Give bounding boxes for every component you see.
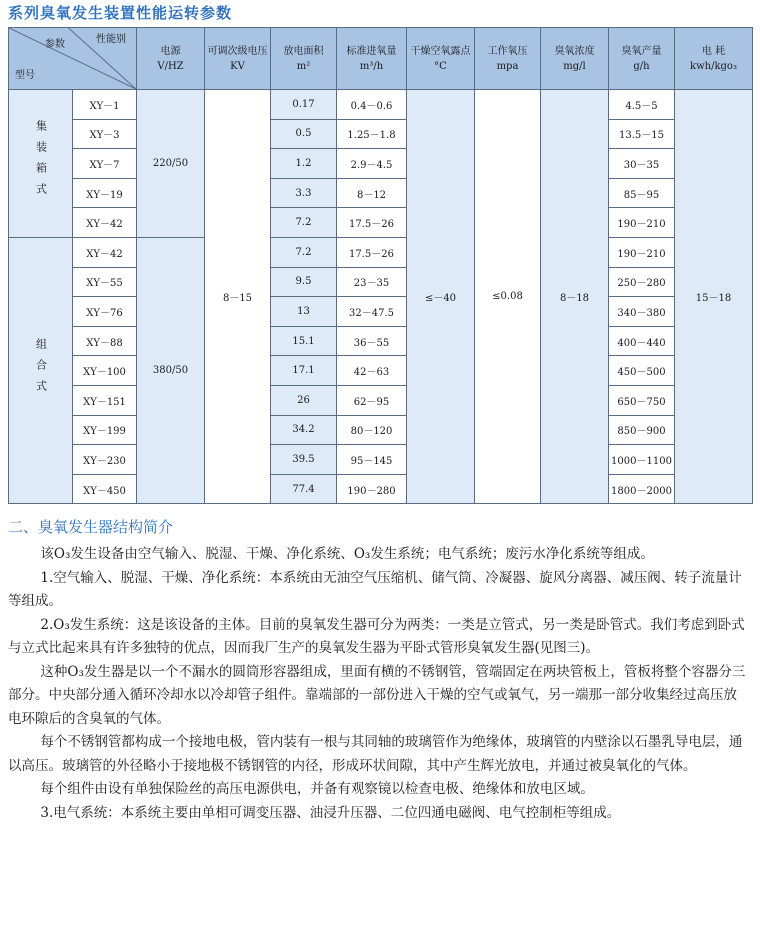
area-cell: 0.5 [271, 119, 337, 149]
corner-header-cell [9, 28, 137, 90]
table-row [9, 297, 753, 327]
oxygen-cell: 36－55 [337, 326, 407, 356]
spec-table [8, 27, 753, 504]
area-cell: 7.2 [271, 208, 337, 238]
header-energy: 电 耗 kwh/kgo₃ [675, 28, 753, 90]
group-cell-container: 集装箱式 [9, 90, 73, 238]
model-cell: XY－19 [73, 178, 137, 208]
area-cell: 1.2 [271, 149, 337, 179]
pressure-cell: ≤0.08 [475, 90, 541, 504]
output-cell: 850－900 [609, 415, 675, 445]
table-row [9, 119, 753, 149]
table-row [9, 267, 753, 297]
corner-label-performance: 性能别 [96, 34, 126, 45]
header-dew-point: 干燥空氧露点 °C [407, 28, 475, 90]
header-output: 臭氧产量 g/h [609, 28, 675, 90]
power-cell: 220/50 [137, 90, 205, 238]
oxygen-cell: 23－35 [337, 267, 407, 297]
corner-label-model: 型号 [15, 70, 35, 81]
header-concentration: 臭氧浓度 mg/l [541, 28, 609, 90]
paragraph: 这种O₃发生器是以一个不漏水的圆筒形容器组成，里面有横的不锈钢管，管端固定在两块管板上，管板将整个容器分三部分。中央部分通入循环冷却水以冷却管子组件。靠端部的一部份进入干燥的空气或氧气，另一端那一部分收集经过高压放电环隙后的含臭氧的气体。 [8, 663, 746, 727]
oxygen-cell: 17.5－26 [337, 208, 407, 238]
output-cell: 85－95 [609, 178, 675, 208]
model-cell: XY－88 [73, 326, 137, 356]
energy-cell: 15－18 [675, 90, 753, 504]
table-header-row [9, 28, 753, 90]
paragraph: 每个组件由设有单独保险丝的高压电源供电，并备有观察镜以检查电极、绝缘体和放电区域。 [40, 781, 594, 797]
corner-label-params: 参数 [45, 39, 65, 50]
table-row [9, 208, 753, 238]
table-row [9, 474, 753, 504]
output-cell: 650－750 [609, 385, 675, 415]
model-cell: XY－151 [73, 385, 137, 415]
group-cell-combined: 组合式 [9, 237, 73, 503]
oxygen-cell: 1.25－1.8 [337, 119, 407, 149]
output-cell: 1000－1100 [609, 445, 675, 475]
output-cell: 13.5－15 [609, 119, 675, 149]
output-cell: 190－210 [609, 237, 675, 267]
output-cell: 400－440 [609, 326, 675, 356]
page-title: 系列臭氧发生装置性能运转参数 [8, 4, 233, 22]
table-row [9, 326, 753, 356]
output-cell: 340－380 [609, 297, 675, 327]
model-cell: XY－1 [73, 90, 137, 120]
model-cell: XY－42 [73, 208, 137, 238]
header-power: 电源 V/HZ [137, 28, 205, 90]
area-cell: 3.3 [271, 178, 337, 208]
oxygen-cell: 62－95 [337, 385, 407, 415]
header-pressure: 工作氧压 mpa [475, 28, 541, 90]
output-cell: 190－210 [609, 208, 675, 238]
model-cell: XY－76 [73, 297, 137, 327]
model-cell: XY－100 [73, 356, 137, 386]
table-row [9, 237, 753, 267]
model-cell: XY－7 [73, 149, 137, 179]
output-cell: 250－280 [609, 267, 675, 297]
header-oxygen: 标准进氧量 m³/h [337, 28, 407, 90]
paragraph: 每个不锈钢管都构成一个接地电极，管内装有一根与其同轴的玻璃管作为绝缘体，玻璃管的内壁涂以石墨乳导电层，通以高压。玻璃管的外径略小于接地极不锈钢管的内径，形成环状间隙，其中产生辉光放电，并通过被臭氧化的气体。 [8, 734, 743, 774]
concentration-cell: 8－18 [541, 90, 609, 504]
area-cell: 77.4 [271, 474, 337, 504]
voltage-cell: 8－15 [205, 90, 271, 504]
section-heading: 二、臭氧发生器结构简介 [8, 518, 174, 536]
power-cell: 380/50 [137, 237, 205, 503]
table-row [9, 356, 753, 386]
model-cell: XY－55 [73, 267, 137, 297]
model-cell: XY－230 [73, 445, 137, 475]
oxygen-cell: 190－280 [337, 474, 407, 504]
area-cell: 26 [271, 385, 337, 415]
model-cell: XY－42 [73, 237, 137, 267]
table-row [9, 385, 753, 415]
table-row [9, 178, 753, 208]
model-cell: XY－450 [73, 474, 137, 504]
model-cell: XY－199 [73, 415, 137, 445]
area-cell: 17.1 [271, 356, 337, 386]
table-row [9, 445, 753, 475]
oxygen-cell: 80－120 [337, 415, 407, 445]
area-cell: 0.17 [271, 90, 337, 120]
oxygen-cell: 17.5－26 [337, 237, 407, 267]
area-cell: 34.2 [271, 415, 337, 445]
area-cell: 39.5 [271, 445, 337, 475]
area-cell: 15.1 [271, 326, 337, 356]
table-row [9, 415, 753, 445]
paragraph: 1.空气输入、脱湿、干燥、净化系统：本系统由无油空气压缩机、储气筒、冷凝器、旋风分离器、减压阀、转子流量计等组成。 [8, 569, 742, 609]
section-body [8, 543, 750, 825]
paragraph: 3.电气系统：本系统主要由单相可调变压器、油浸升压器、二位四通电磁阀、电气控制柜等组成。 [40, 804, 621, 821]
header-voltage: 可调次级电压 KV [205, 28, 271, 90]
output-cell: 1800－2000 [609, 474, 675, 504]
area-cell: 7.2 [271, 237, 337, 267]
dew-point-cell: ≤－40 [407, 90, 475, 504]
area-cell: 9.5 [271, 267, 337, 297]
table-row [9, 90, 753, 120]
output-cell: 4.5－5 [609, 90, 675, 120]
output-cell: 450－500 [609, 356, 675, 386]
header-area: 放电面积 m² [271, 28, 337, 90]
area-cell: 13 [271, 297, 337, 327]
oxygen-cell: 2.9－4.5 [337, 149, 407, 179]
oxygen-cell: 8－12 [337, 178, 407, 208]
output-cell: 30－35 [609, 149, 675, 179]
table-row [9, 149, 753, 179]
paragraph: 该O₃发生设备由空气输入、脱湿、干燥、净化系统、O₃发生系统；电气系统；废污水净化系统等组成。 [40, 546, 654, 562]
oxygen-cell: 32－47.5 [337, 297, 407, 327]
model-cell: XY－3 [73, 119, 137, 149]
paragraph: 2.O₃发生系统：这是该设备的主体。目前的臭氧发生器可分为两类：一类是立管式，另一类是卧管式。我们考虑到卧式与立式比起来具有许多独特的优点，因而我厂生产的臭氧发生器为平卧式管形臭氧发生器(见图三)。 [8, 616, 745, 656]
oxygen-cell: 0.4－0.6 [337, 90, 407, 120]
oxygen-cell: 42－63 [337, 356, 407, 386]
oxygen-cell: 95－145 [337, 445, 407, 475]
